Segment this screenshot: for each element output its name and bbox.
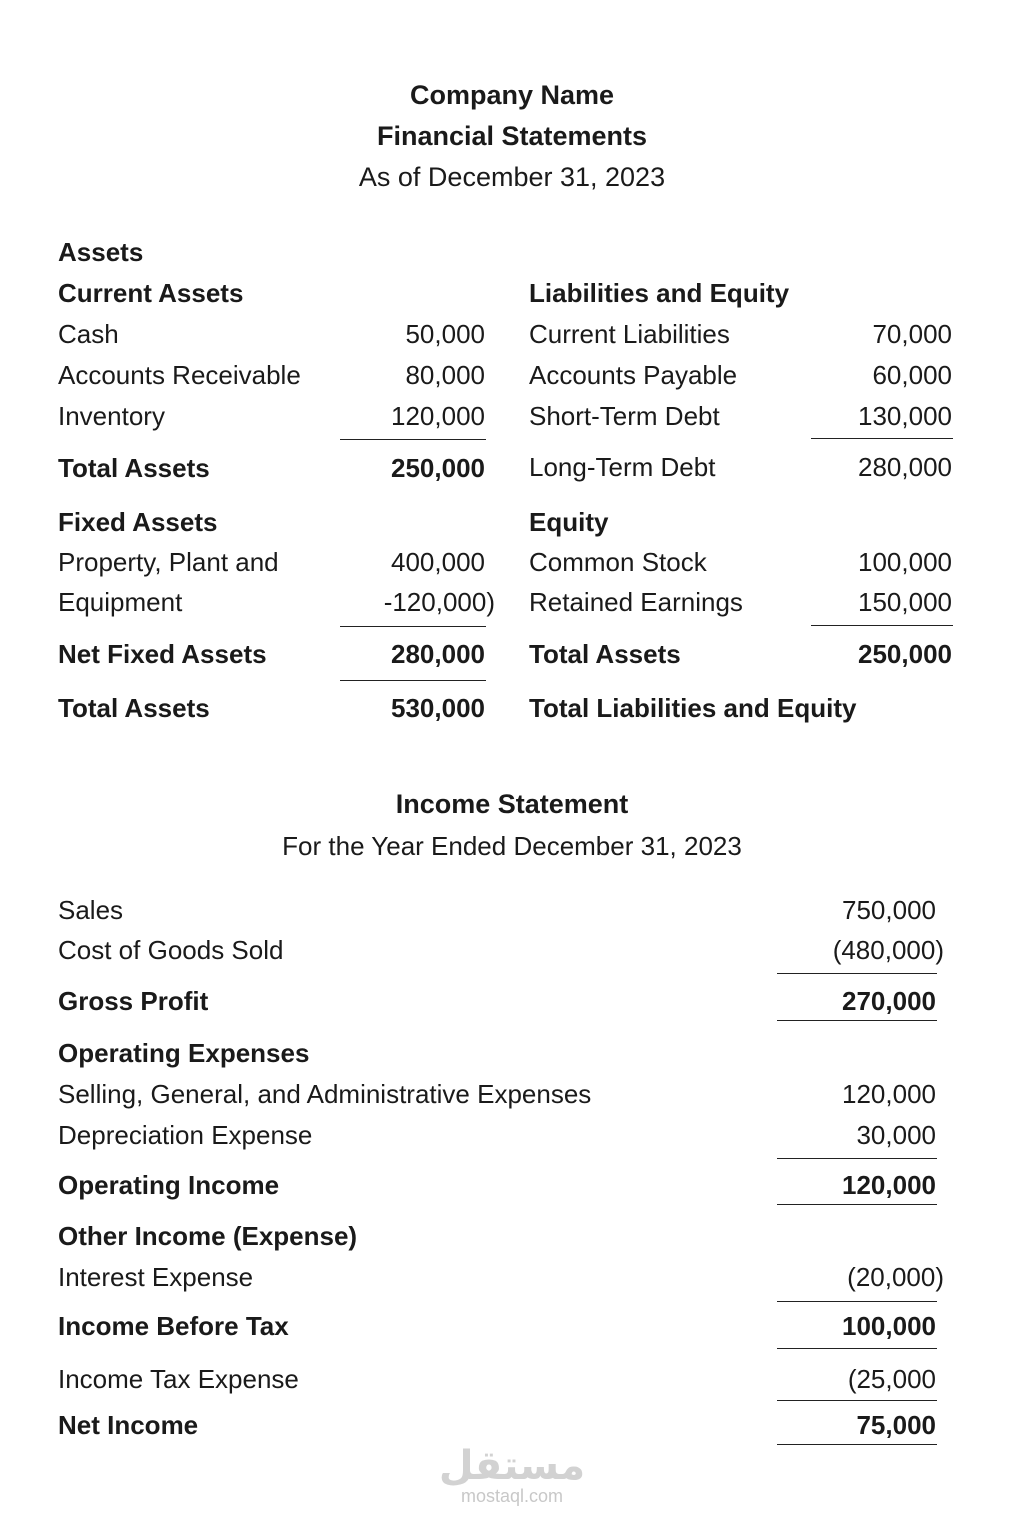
- cash-label: Cash: [58, 319, 119, 349]
- net-fixed-assets-label: Net Fixed Assets: [58, 639, 267, 669]
- net-income-value: 75,000: [856, 1410, 936, 1440]
- cogs-label: Cost of Goods Sold: [58, 935, 284, 965]
- accounts-payable-label: Accounts Payable: [529, 360, 738, 390]
- operating-income-value: 120,000: [842, 1170, 936, 1200]
- sga-label: Selling, General, and Administrative Expenses: [58, 1079, 592, 1109]
- current-assets-rule: [340, 439, 486, 440]
- cogs-rule: [777, 973, 937, 974]
- short-term-debt-label: Short-Term Debt: [529, 401, 720, 431]
- accounts-payable-value: 60,000: [872, 360, 952, 390]
- total-liabilities-equity-label: Total Liabilities and Equity: [529, 693, 857, 723]
- depreciation-value: 30,000: [856, 1120, 936, 1150]
- income-tax-label: Income Tax Expense: [58, 1364, 299, 1394]
- cogs-value: (480,000): [832, 935, 944, 965]
- ppe-label-line1: Property, Plant and: [58, 547, 279, 577]
- retained-earnings-value: 150,000: [858, 587, 952, 617]
- income-tax-value: (25,000: [847, 1364, 936, 1394]
- net-fixed-assets-value: 280,000: [391, 639, 485, 669]
- total-equity-label: Total Assets: [529, 639, 681, 669]
- total-current-assets-label: Total Assets: [58, 453, 210, 483]
- operating-expenses-heading: Operating Expenses: [58, 1038, 310, 1068]
- inventory-label: Inventory: [58, 401, 165, 431]
- income-before-tax-value: 100,000: [842, 1311, 936, 1341]
- watermark-logo: مستقل: [438, 1443, 586, 1489]
- sga-value: 120,000: [842, 1079, 936, 1109]
- income-statement-period: For the Year Ended December 31, 2023: [282, 831, 742, 861]
- accounts-receivable-value: 80,000: [405, 360, 485, 390]
- document-title: Financial Statements: [376, 121, 648, 151]
- gross-profit-rule: [777, 1020, 937, 1021]
- current-liabilities-label: Current Liabilities: [529, 319, 730, 349]
- long-term-debt-value: 280,000: [858, 452, 952, 482]
- current-liabilities-value: 70,000: [872, 319, 952, 349]
- interest-rule: [777, 1301, 937, 1302]
- watermark-url: mostaql.com: [460, 1486, 564, 1506]
- common-stock-value: 100,000: [858, 547, 952, 577]
- gross-profit-value: 270,000: [842, 986, 936, 1016]
- long-term-debt-label: Long-Term Debt: [529, 452, 716, 482]
- interest-expense-value: (20,000): [847, 1262, 944, 1292]
- equity-rule: [811, 625, 953, 626]
- net-fixed-assets-rule: [340, 680, 486, 681]
- liabilities-equity-heading: Liabilities and Equity: [529, 278, 790, 308]
- retained-earnings-label: Retained Earnings: [529, 587, 743, 617]
- other-income-heading: Other Income (Expense): [58, 1221, 358, 1251]
- income-statement-title: Income Statement: [395, 789, 629, 819]
- operating-income-rule: [777, 1204, 937, 1205]
- equity-heading: Equity: [529, 507, 609, 537]
- sales-label: Sales: [58, 895, 124, 925]
- accumulated-depreciation-value: -120,000): [383, 587, 495, 617]
- inventory-value: 120,000: [391, 401, 485, 431]
- total-current-assets-value: 250,000: [391, 453, 485, 483]
- total-assets-value: 530,000: [391, 693, 485, 723]
- ppe-value: 400,000: [391, 547, 485, 577]
- company-name: Company Name: [409, 80, 615, 110]
- income-before-tax-label: Income Before Tax: [58, 1311, 289, 1341]
- interest-expense-label: Interest Expense: [58, 1262, 254, 1292]
- opex-rule: [777, 1158, 937, 1159]
- fixed-assets-rule: [340, 626, 486, 627]
- sales-value: 750,000: [842, 895, 936, 925]
- short-term-debt-value: 130,000: [858, 401, 952, 431]
- as-of-date: As of December 31, 2023: [358, 162, 666, 192]
- ppe-label-line2: Equipment: [58, 587, 183, 617]
- total-assets-label: Total Assets: [58, 693, 210, 723]
- cash-value: 50,000: [405, 319, 485, 349]
- income-tax-rule: [777, 1400, 937, 1401]
- common-stock-label: Common Stock: [529, 547, 707, 577]
- income-before-tax-rule: [777, 1348, 937, 1349]
- net-income-label: Net Income: [58, 1410, 199, 1440]
- current-assets-heading: Current Assets: [58, 278, 244, 308]
- liabilities-rule: [811, 438, 953, 439]
- assets-heading: Assets: [58, 237, 144, 267]
- gross-profit-label: Gross Profit: [58, 986, 209, 1016]
- accounts-receivable-label: Accounts Receivable: [58, 360, 301, 390]
- depreciation-label: Depreciation Expense: [58, 1120, 313, 1150]
- operating-income-label: Operating Income: [58, 1170, 280, 1200]
- fixed-assets-heading: Fixed Assets: [58, 507, 218, 537]
- total-equity-value: 250,000: [858, 639, 952, 669]
